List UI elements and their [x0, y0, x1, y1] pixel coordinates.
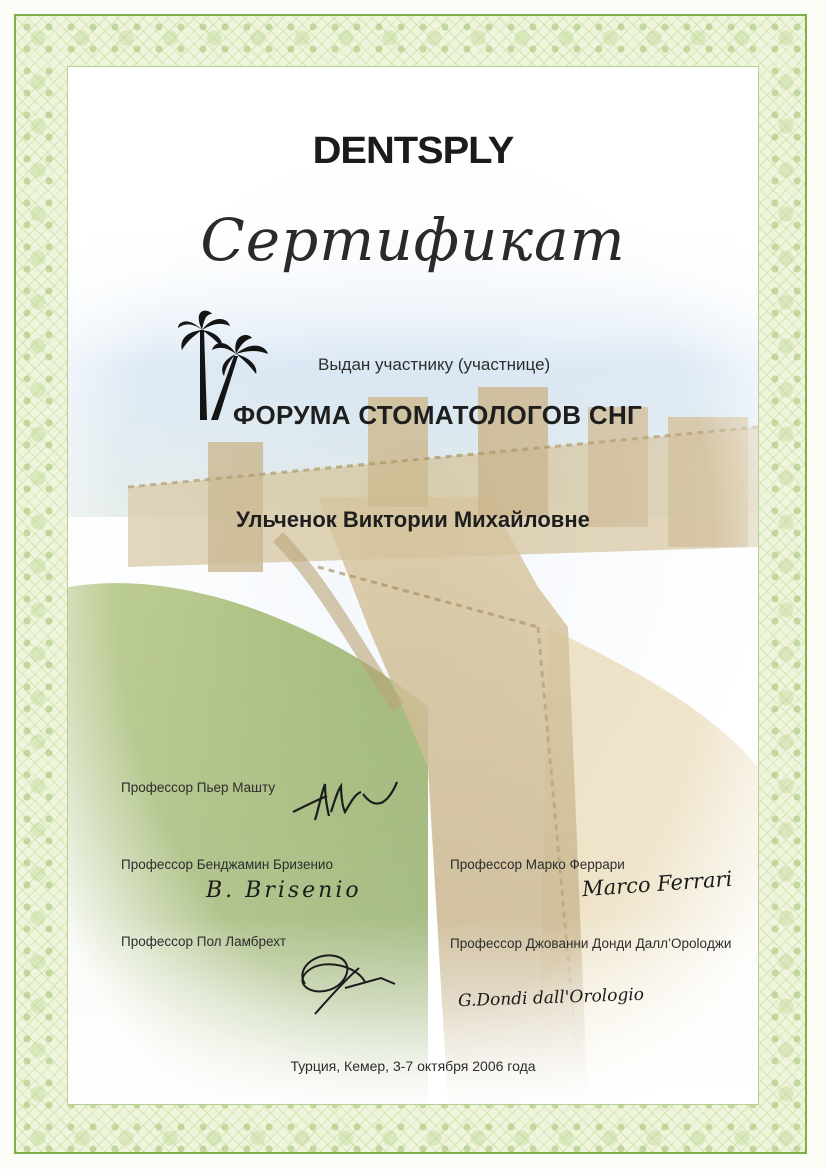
signatory-label: Профессор Пол Ламбрехт — [121, 934, 287, 949]
signatory-label: Профессор Пьер Машту — [121, 780, 276, 795]
forum-name: ФОРУМА СТОМАТОЛОГОВ СНГ — [233, 400, 643, 430]
signature-mashtu — [285, 772, 400, 832]
issued-to-label: Выдан участнику (участнице) — [318, 355, 551, 374]
signature-ferrari: Marco Ferrari — [581, 866, 733, 902]
signature-lambrecht — [285, 944, 400, 1019]
recipient-name: Ульченок Виктории Михайловне — [236, 507, 590, 532]
signatory-label: Профессор Джованни Донди Далл’Ороloджи — [450, 936, 732, 951]
signatory-label: Профессор Марко Феррари — [450, 857, 625, 872]
certificate-title: Сертификат — [200, 206, 626, 274]
event-location-date: Турция, Кемер, 3-7 октября 2006 года — [290, 1058, 536, 1074]
dentsply-logo: DENTSPLY — [312, 130, 514, 172]
signature-brisenio: B. Brisenio — [206, 878, 362, 903]
signatory-label: Профессор Бенджамин Бризенио — [121, 857, 333, 872]
signature-dondi: G.Dondi dall'Orologio — [457, 984, 645, 1012]
